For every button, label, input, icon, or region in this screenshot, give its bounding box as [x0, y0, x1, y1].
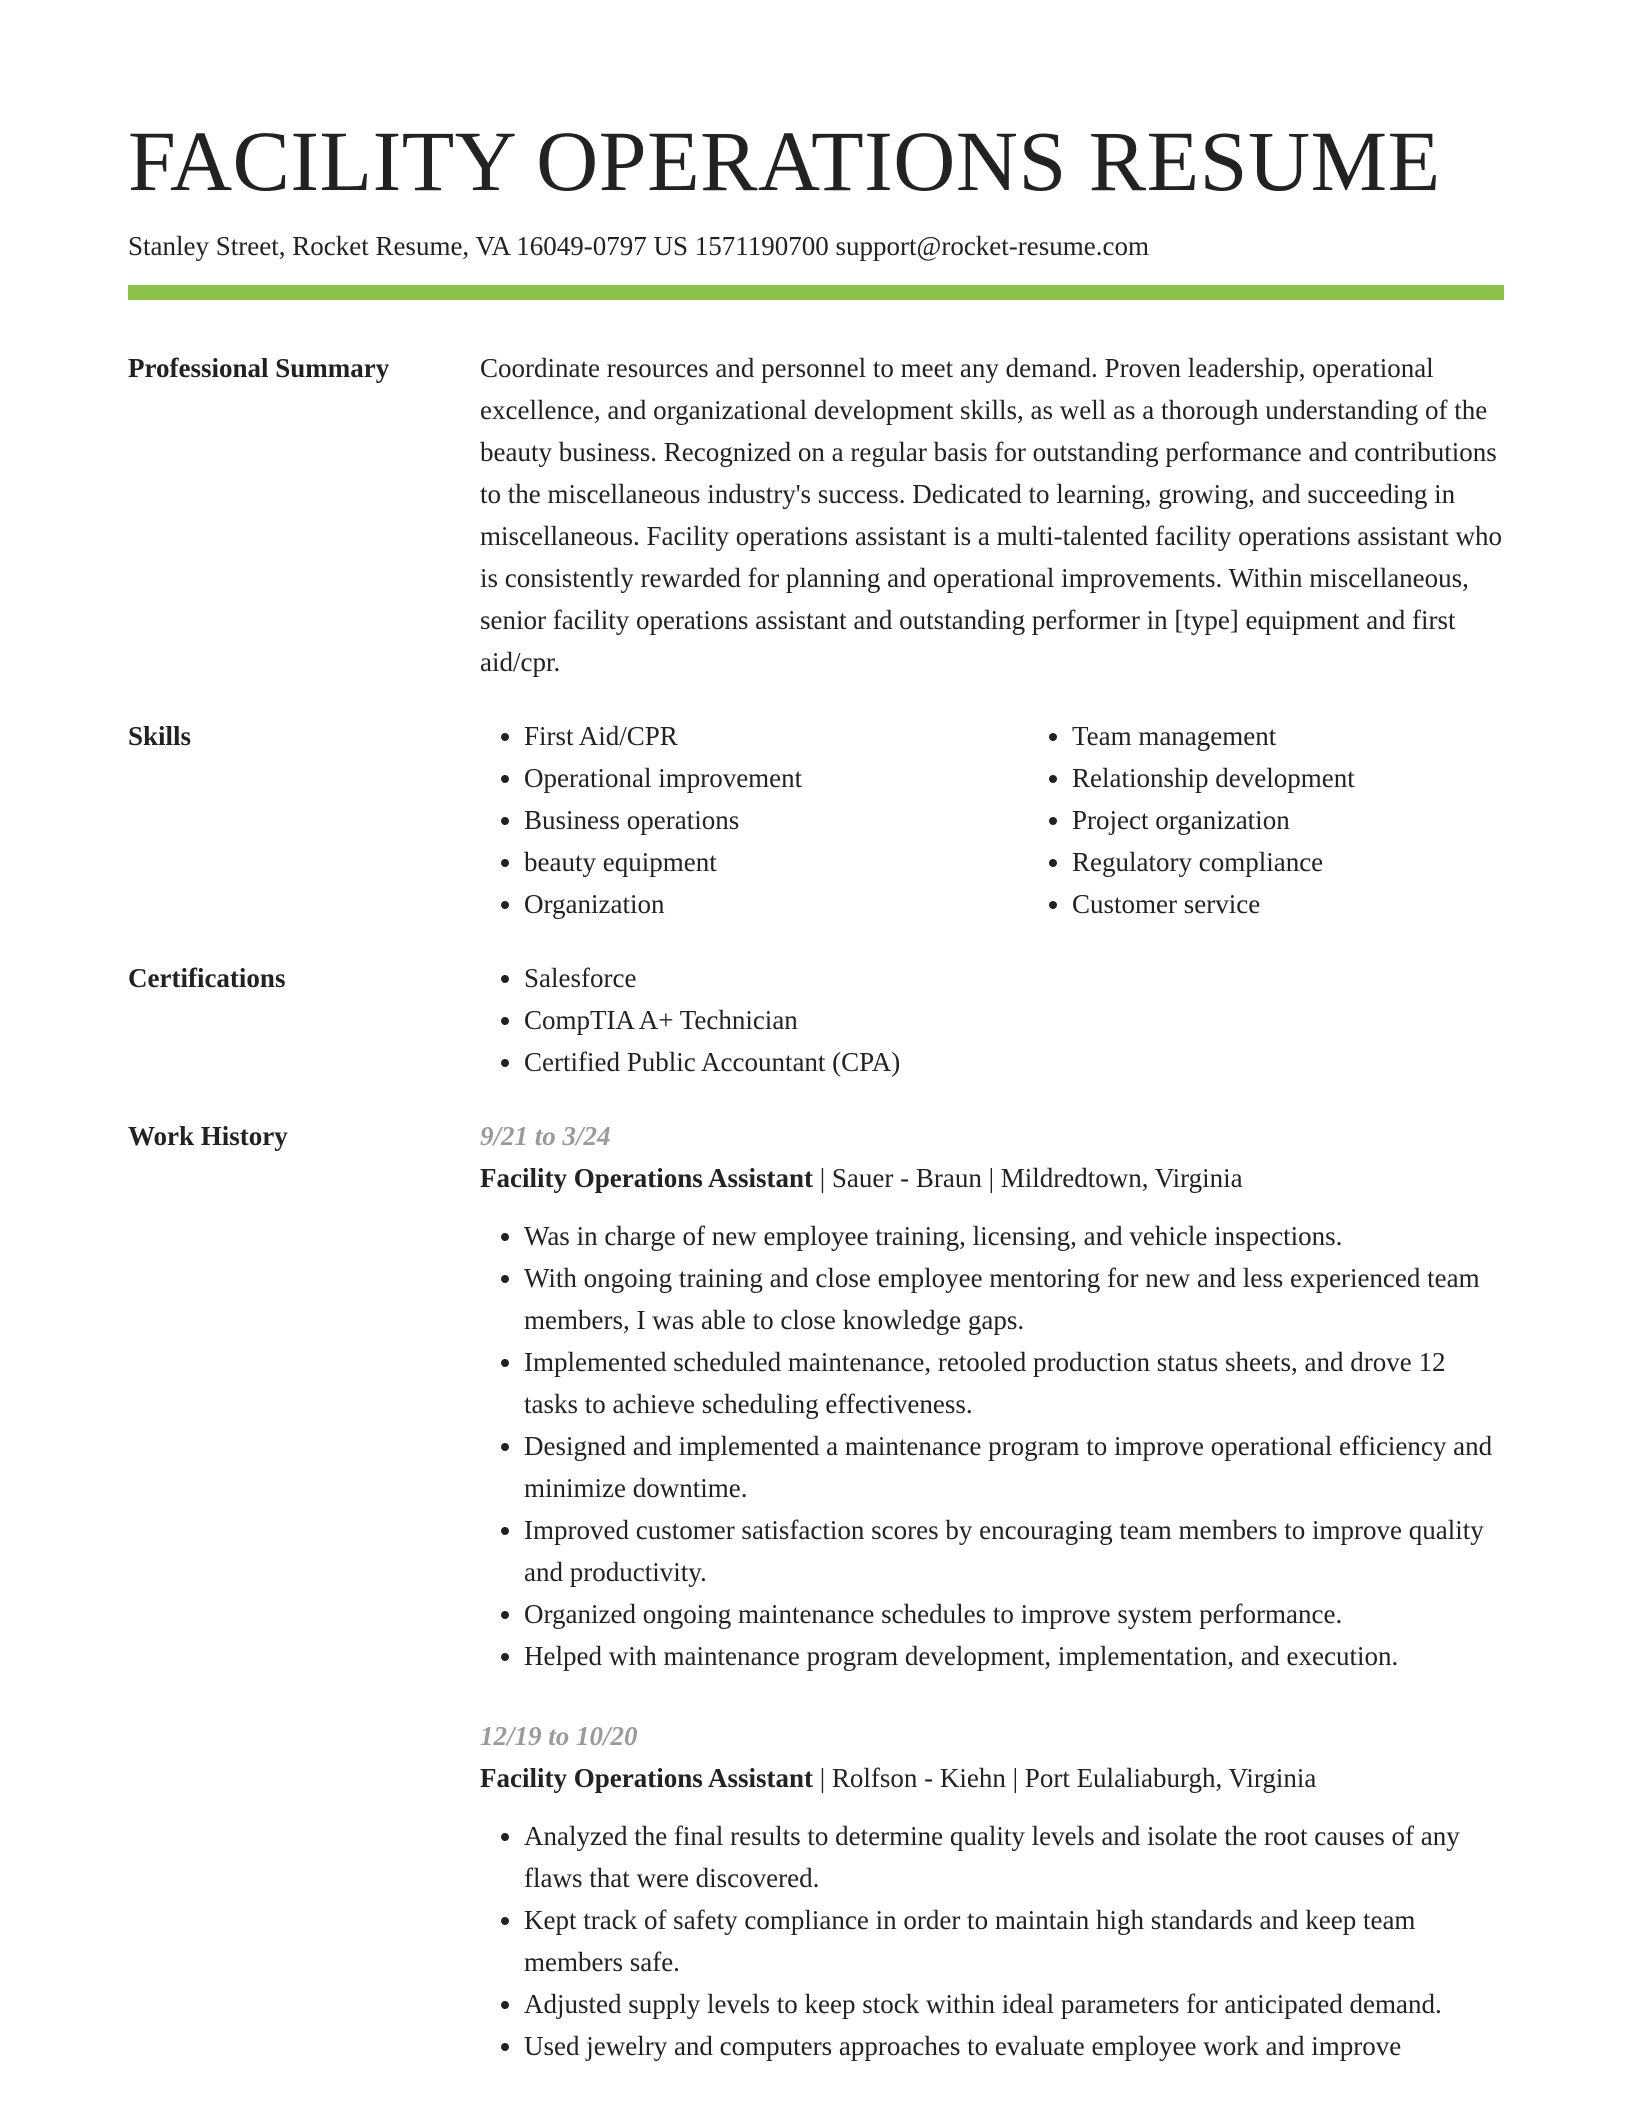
- job-bullet: • Helped with maintenance program development, implementation, and execution.: [524, 1635, 1504, 1677]
- certifications-list: [480, 957, 1504, 1083]
- job-details: | Sauer - Braun | Mildredtown, Virginia: [813, 1163, 1243, 1194]
- job-bullet: • Improved customer satisfaction scores by encouraging team members to improve quality and productivity.: [524, 1509, 1504, 1593]
- summary-text: Coordinate resources and personnel to meet any demand. Proven leadership, operational excellence, and organizational development skills, as well as a thorough understanding of the beauty business. Recognized on a regular basis for outstanding performance and contributions to the miscellaneous industry's success. Dedicated to learning, growing, and succeeding in miscellaneous. Facility operations assistant is a multi-talented facility operations assistant who is consistently rewarded for planning and operational improvements. Within miscellaneous, senior facility operations assistant and outstanding performer in [type] equipment and first aid/cpr.: [480, 353, 1503, 678]
- contact-line: Stanley Street, Rocket Resume, VA 16049-0797 US 1571190700 support@rocket-resume.com: [128, 231, 1149, 261]
- header-divider: [128, 285, 1504, 300]
- skill-item: • Organization: [524, 883, 1028, 925]
- section-label-summary: Professional Summary: [128, 353, 390, 384]
- skill-item: • beauty equipment: [524, 841, 1028, 883]
- job-bullet: • Designed and implemented a maintenance program to improve operational efficiency and minimize downtime.: [524, 1425, 1504, 1509]
- skill-item: • Project organization: [1072, 799, 1355, 841]
- work-history-section: [128, 1115, 1504, 2067]
- skill-item: • Operational improvement: [524, 757, 1028, 799]
- skill-item: • Team management: [1072, 715, 1355, 757]
- job-entry: [480, 1715, 1504, 2067]
- certifications-section: [128, 957, 1504, 1083]
- job-title: Facility Operations Assistant: [480, 1163, 814, 1194]
- job-bullet: • Organized ongoing maintenance schedules to improve system performance.: [524, 1593, 1504, 1635]
- section-label-certifications: Certifications: [128, 963, 286, 994]
- job-bullets: [480, 1815, 1504, 2067]
- skill-item: • Business operations: [524, 799, 1028, 841]
- skill-item: • Relationship development: [1072, 757, 1355, 799]
- job-bullet: • Was in charge of new employee training, licensing, and vehicle inspections.: [524, 1215, 1504, 1257]
- skill-item: • Regulatory compliance: [1072, 841, 1355, 883]
- job-details: | Rolfson - Kiehn | Port Eulaliaburgh, Virginia: [813, 1763, 1317, 1794]
- certification-item: • Salesforce: [524, 957, 1504, 999]
- section-label-work-history: Work History: [128, 1121, 288, 1152]
- resume-page: [128, 113, 1504, 2067]
- professional-summary-section: [128, 347, 1504, 683]
- job-bullets: [480, 1215, 1504, 1677]
- section-label-skills: Skills: [128, 721, 192, 752]
- resume-title: FACILITY OPERATIONS RESUME: [128, 113, 1441, 209]
- job-bullet: • Kept track of safety compliance in order to maintain high standards and keep team members safe.: [524, 1899, 1504, 1983]
- skills-list-left: [480, 715, 1028, 925]
- skills-section: [128, 715, 1504, 925]
- job-dates: 12/19 to 10/20: [480, 1721, 638, 1752]
- skill-item: • Customer service: [1072, 883, 1355, 925]
- skills-list-right: [1028, 715, 1355, 925]
- job-heading: [480, 1157, 1504, 1199]
- job-entry: [480, 1115, 1504, 1677]
- certification-item: • CompTIA A+ Technician: [524, 999, 1504, 1041]
- skill-item: • First Aid/CPR: [524, 715, 1028, 757]
- job-heading: [480, 1757, 1504, 1799]
- job-bullet: • With ongoing training and close employee mentoring for new and less experienced team members, I was able to close knowledge gaps.: [524, 1257, 1504, 1341]
- job-bullet: • Analyzed the final results to determine quality levels and isolate the root causes of any flaws that were discovered.: [524, 1815, 1504, 1899]
- job-bullet: • Adjusted supply levels to keep stock within ideal parameters for anticipated demand.: [524, 1983, 1504, 2025]
- job-dates: 9/21 to 3/24: [480, 1121, 611, 1152]
- job-bullet: • Implemented scheduled maintenance, retooled production status sheets, and drove 12 tasks to achieve scheduling effectiveness.: [524, 1341, 1504, 1425]
- job-bullet: • Used jewelry and computers approaches to evaluate employee work and improve: [524, 2025, 1504, 2067]
- certification-item: • Certified Public Accountant (CPA): [524, 1041, 1504, 1083]
- job-title: Facility Operations Assistant: [480, 1763, 814, 1794]
